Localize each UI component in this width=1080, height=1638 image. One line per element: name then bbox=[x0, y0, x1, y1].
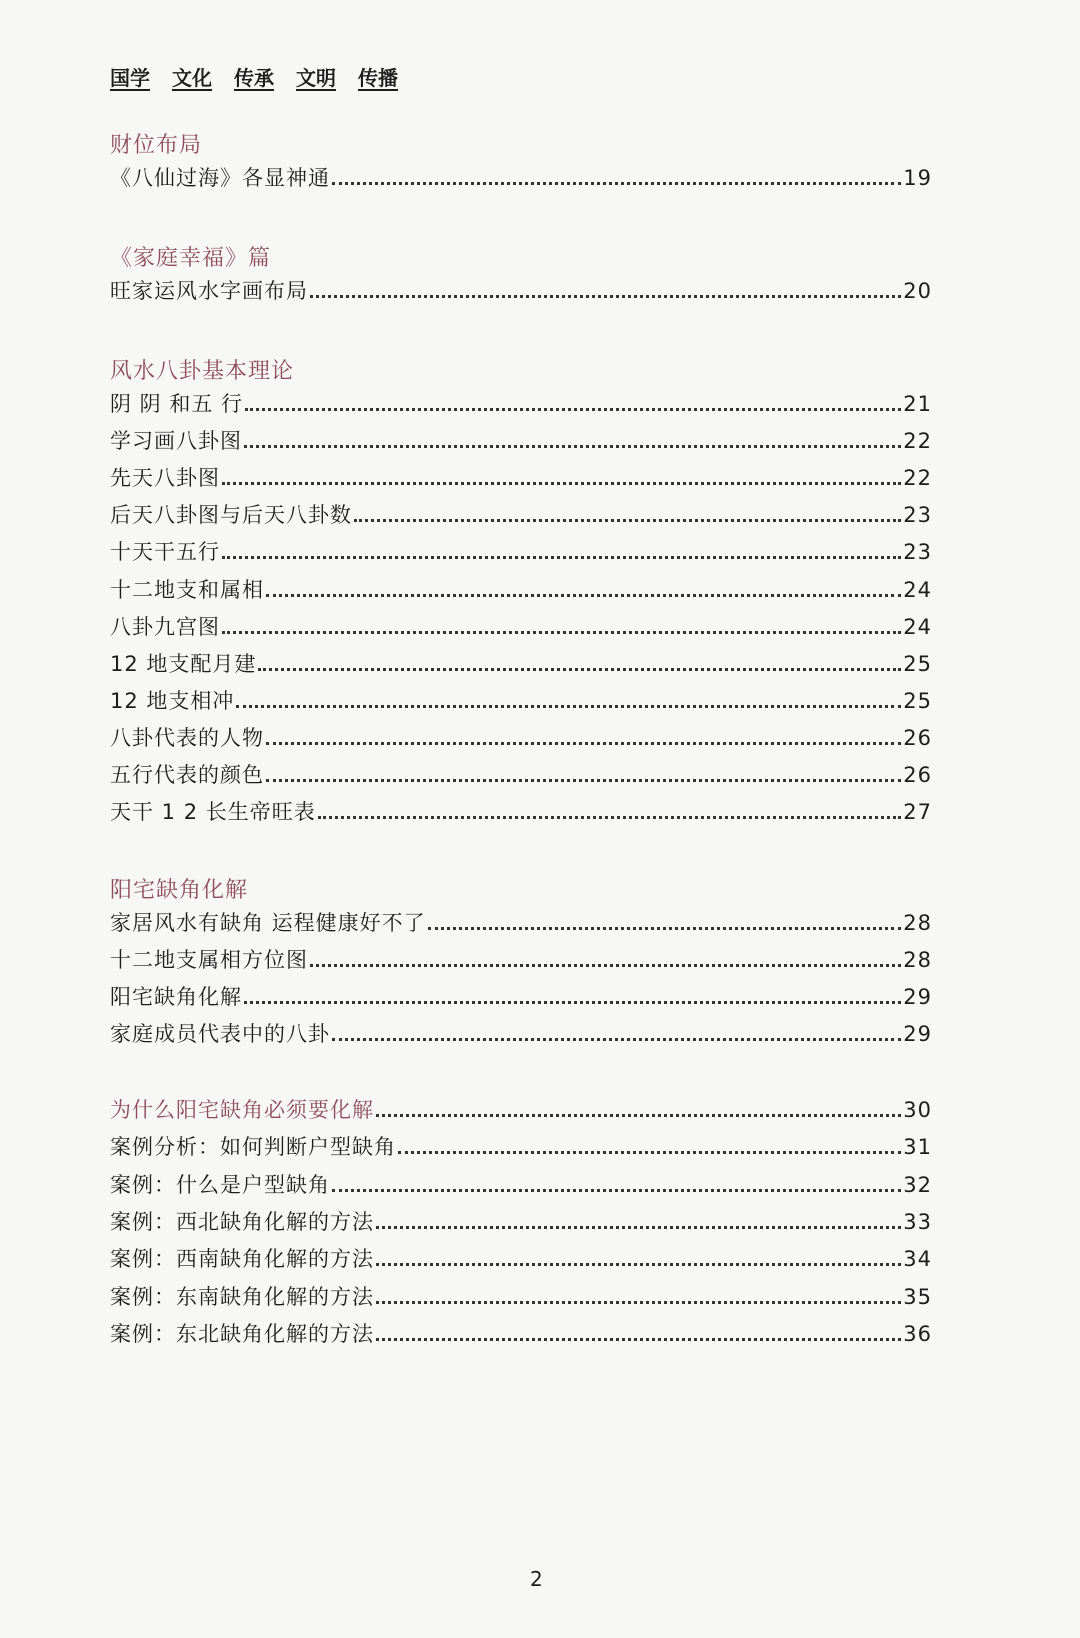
toc-entry-page: 23 bbox=[903, 540, 932, 564]
toc-entry-text: 学习画八卦图 bbox=[110, 429, 242, 453]
section-title: 《家庭幸福》篇 bbox=[110, 246, 272, 271]
toc-entry bbox=[110, 463, 932, 493]
toc-entry bbox=[110, 1132, 932, 1162]
toc-entry-page: 35 bbox=[903, 1285, 932, 1309]
toc-entry-page: 29 bbox=[903, 1022, 932, 1046]
toc-entry bbox=[110, 1282, 932, 1312]
toc-entry-text: 后天八卦图与后天八卦数 bbox=[110, 503, 352, 527]
toc-entry-text: 案例：西南缺角化解的方法 bbox=[110, 1247, 374, 1271]
toc-entry bbox=[110, 500, 932, 530]
toc-entry bbox=[110, 797, 932, 827]
leader-dots bbox=[244, 1001, 901, 1004]
toc-entry-text: 八卦代表的人物 bbox=[110, 726, 264, 750]
leader-dots bbox=[222, 482, 901, 485]
toc-entry-text: 案例分析：如何判断户型缺角 bbox=[110, 1135, 396, 1159]
header-tag: 传承 bbox=[234, 66, 274, 90]
toc-entry-text: 为什么阳宅缺角必须要化解 bbox=[110, 1098, 374, 1122]
leader-dots bbox=[332, 1038, 901, 1041]
toc-entry-text: 五行代表的颜色 bbox=[110, 763, 264, 787]
toc-entry-page: 30 bbox=[903, 1098, 932, 1122]
toc-entry-page: 36 bbox=[903, 1322, 932, 1346]
leader-dots bbox=[266, 779, 901, 782]
toc-entry-text: 十天干五行 bbox=[110, 540, 220, 564]
section-title: 财位布局 bbox=[110, 133, 203, 158]
header-tag: 文明 bbox=[296, 66, 336, 90]
section-title: 风水八卦基本理论 bbox=[110, 359, 295, 384]
leader-dots bbox=[332, 182, 901, 185]
leader-dots bbox=[376, 1263, 901, 1266]
toc-entry-page: 25 bbox=[903, 652, 932, 676]
toc-entry-page: 31 bbox=[903, 1135, 932, 1159]
leader-dots bbox=[310, 295, 901, 298]
leader-dots bbox=[310, 964, 901, 967]
toc-entry-text: 八卦九宫图 bbox=[110, 615, 220, 639]
toc-entry-page: 32 bbox=[903, 1173, 932, 1197]
leader-dots bbox=[376, 1338, 901, 1341]
toc-entry-text: 家居风水有缺角 运程健康好不了 bbox=[110, 911, 426, 935]
toc-entry-page: 28 bbox=[903, 948, 932, 972]
leader-dots bbox=[245, 408, 901, 411]
toc-entry bbox=[110, 612, 932, 642]
toc-entry-text: 12 地支配月建 bbox=[110, 652, 257, 676]
toc-entry bbox=[110, 982, 932, 1012]
toc-entry bbox=[110, 686, 932, 716]
toc-entry-text: 十二地支和属相 bbox=[110, 578, 264, 602]
toc-entry bbox=[110, 1244, 932, 1274]
toc-entry-page: 20 bbox=[903, 279, 932, 303]
toc-entry bbox=[110, 389, 932, 419]
toc-entry-page: 19 bbox=[903, 166, 932, 190]
toc-entry bbox=[110, 276, 932, 306]
toc-entry-text: 天干 1 2 长生帝旺表 bbox=[110, 800, 316, 824]
leader-dots bbox=[266, 742, 901, 745]
toc-entry-text: 先天八卦图 bbox=[110, 466, 220, 490]
toc-entry-page: 27 bbox=[903, 800, 932, 824]
leader-dots bbox=[332, 1189, 901, 1192]
toc-entry bbox=[110, 1170, 932, 1200]
leader-dots bbox=[376, 1226, 901, 1229]
toc-entry bbox=[110, 1319, 932, 1349]
toc-entry-page: 26 bbox=[903, 763, 932, 787]
leader-dots bbox=[258, 668, 901, 671]
toc-entry-text: 案例：东北缺角化解的方法 bbox=[110, 1322, 374, 1346]
toc-entry-page: 21 bbox=[903, 392, 932, 416]
toc-entry bbox=[110, 649, 932, 679]
toc-entry bbox=[110, 537, 932, 567]
page-number: 2 bbox=[530, 1567, 543, 1591]
toc-entry-page: 23 bbox=[903, 503, 932, 527]
leader-dots bbox=[428, 927, 902, 930]
toc-entry-text: 十二地支属相方位图 bbox=[110, 948, 308, 972]
leader-dots bbox=[376, 1114, 901, 1117]
toc-entry bbox=[110, 945, 932, 975]
toc-entry-page: 28 bbox=[903, 911, 932, 935]
toc-entry-page: 22 bbox=[903, 429, 932, 453]
header-tags bbox=[110, 62, 398, 91]
toc-entry-text: 案例：东南缺角化解的方法 bbox=[110, 1285, 374, 1309]
leader-dots bbox=[244, 445, 901, 448]
leader-dots bbox=[398, 1151, 901, 1154]
toc-entry-page: 34 bbox=[903, 1247, 932, 1271]
toc-entry bbox=[110, 1207, 932, 1237]
toc-entry-text: 家庭成员代表中的八卦 bbox=[110, 1022, 330, 1046]
toc-entry-text: 案例：什么是户型缺角 bbox=[110, 1173, 330, 1197]
toc-entry bbox=[110, 1019, 932, 1049]
toc-entry-text: 旺家运风水字画布局 bbox=[110, 279, 308, 303]
header-tag: 文化 bbox=[172, 66, 212, 90]
leader-dots bbox=[236, 705, 901, 708]
leader-dots bbox=[222, 631, 901, 634]
toc-entry-page: 24 bbox=[903, 578, 932, 602]
header-tag: 国学 bbox=[110, 66, 150, 90]
toc-entry bbox=[110, 760, 932, 790]
toc-entry bbox=[110, 163, 932, 193]
toc-entry-page: 33 bbox=[903, 1210, 932, 1234]
section-title: 阳宅缺角化解 bbox=[110, 878, 249, 903]
leader-dots bbox=[376, 1301, 901, 1304]
toc-entry bbox=[110, 575, 932, 605]
toc-entry-page: 25 bbox=[903, 689, 932, 713]
toc-entry bbox=[110, 723, 932, 753]
toc-entry-page: 29 bbox=[903, 985, 932, 1009]
toc-entry bbox=[110, 908, 932, 938]
toc-entry-text: 《八仙过海》各显神通 bbox=[110, 166, 330, 190]
toc-entry bbox=[110, 1095, 932, 1125]
toc-entry-text: 案例：西北缺角化解的方法 bbox=[110, 1210, 374, 1234]
toc-entry-page: 26 bbox=[903, 726, 932, 750]
toc-entry-text: 12 地支相冲 bbox=[110, 689, 235, 713]
leader-dots bbox=[318, 816, 902, 819]
leader-dots bbox=[354, 519, 901, 522]
toc-entry-page: 24 bbox=[903, 615, 932, 639]
header-tag: 传播 bbox=[358, 66, 398, 90]
leader-dots bbox=[266, 594, 901, 597]
leader-dots bbox=[222, 556, 901, 559]
toc-entry-text: 阴 阴 和五 行 bbox=[110, 392, 244, 416]
toc-entry bbox=[110, 426, 932, 456]
toc-entry-page: 22 bbox=[903, 466, 932, 490]
toc-entry-text: 阳宅缺角化解 bbox=[110, 985, 242, 1009]
